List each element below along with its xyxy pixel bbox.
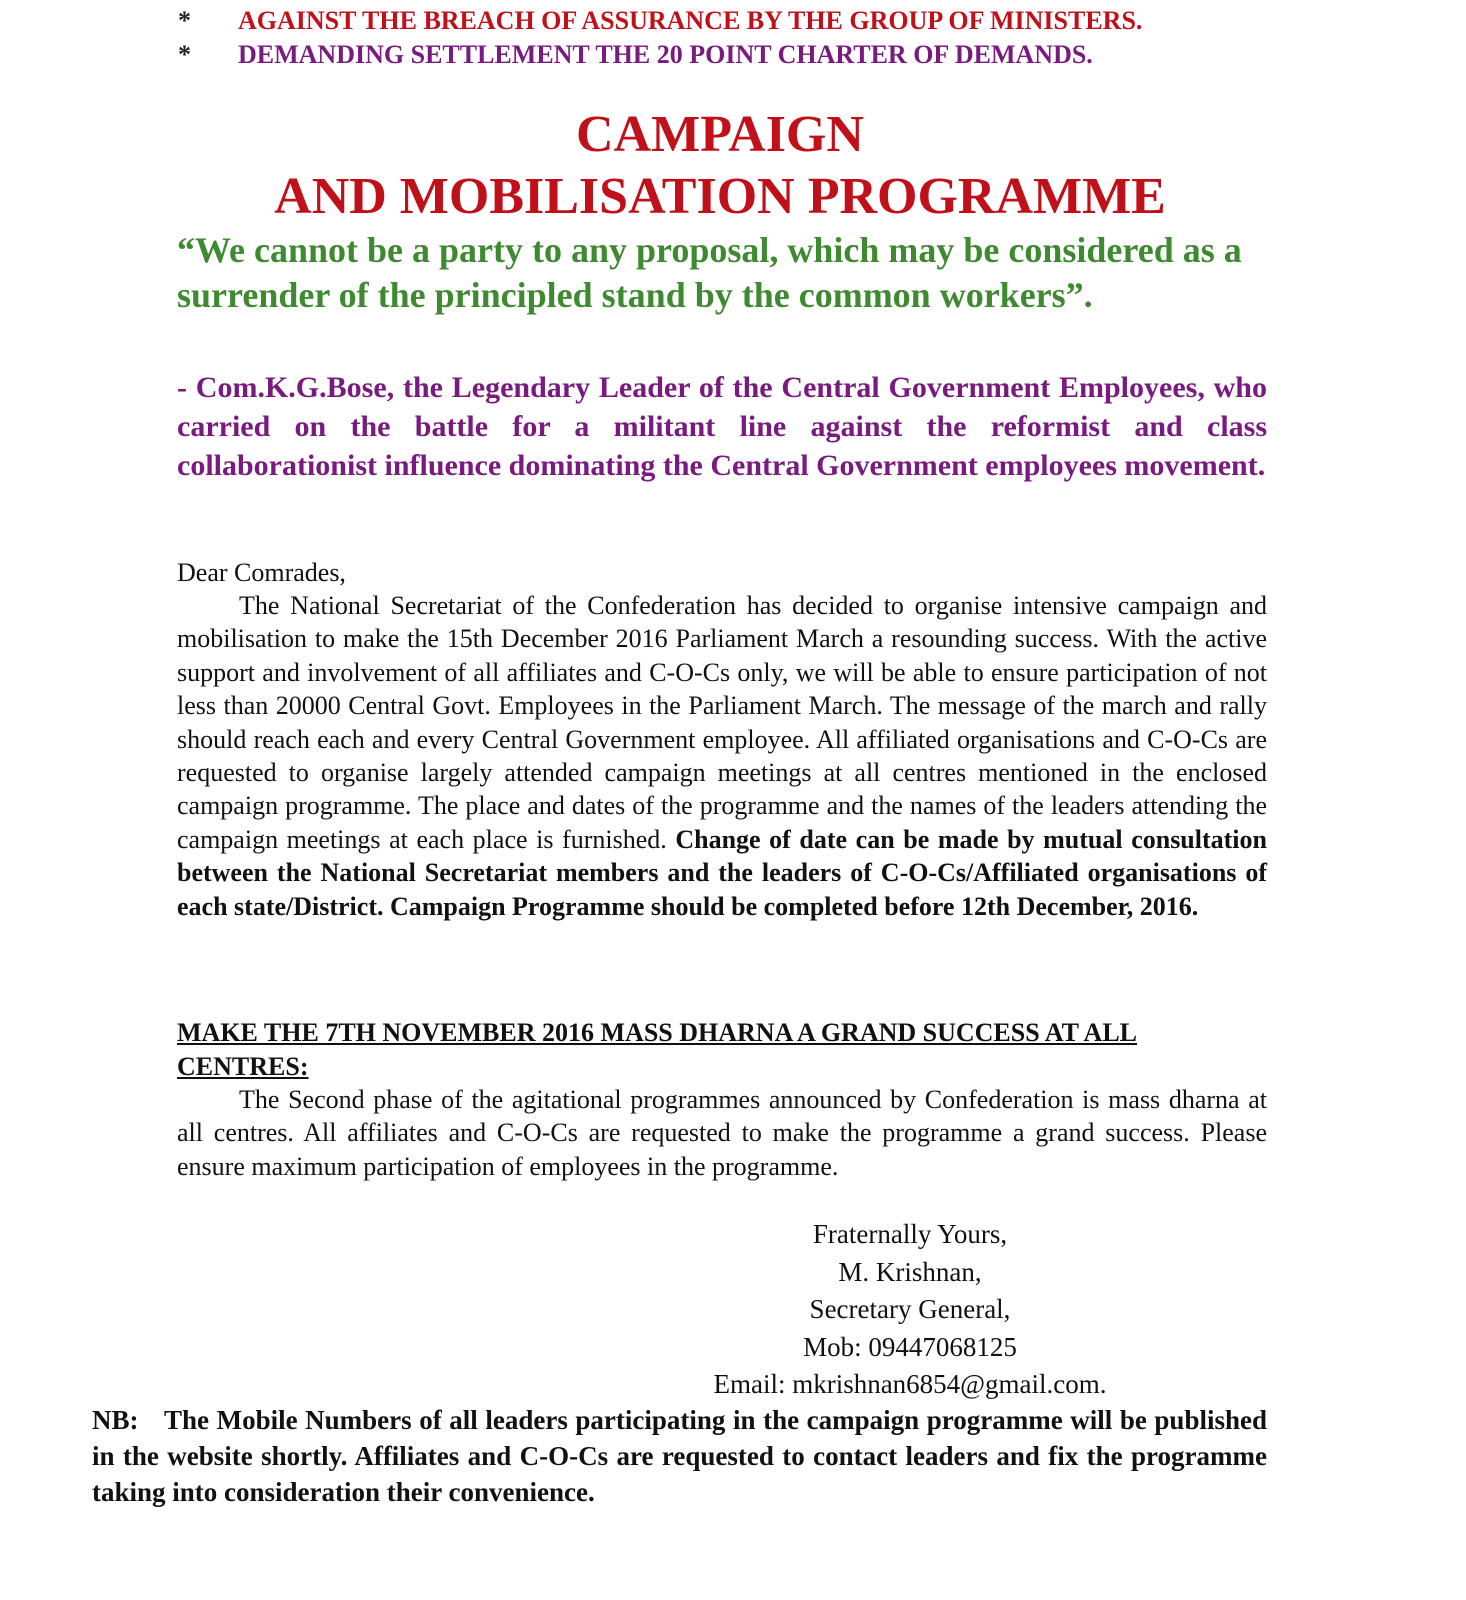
letter-paragraph-2: [177, 1083, 1267, 1183]
signature-email: Email: mkrishnan6854@gmail.com.: [713, 1369, 1107, 1399]
quote-attribution: - Com.K.G.Bose, the Legendary Leader of the Central Government Employees, who carried on the battle for a militant line against the reformist and class collaborationist influence dominating the Central Government employees movement.: [177, 371, 1267, 482]
nb-label: NB:: [92, 1405, 139, 1435]
paragraph-1-bold-text: Change of date can be made by mutual consultation between the National Secretariat members and the leaders of C-O-Cs/Affiliated organisations of each state/District. Campaign Programme should be completed before 12th December, 2016.: [177, 824, 1267, 921]
signature-closing: Fraternally Yours,: [812, 1219, 1008, 1249]
paragraph-1-text: The National Secretariat of the Confederation has decided to organise intensive campaign and mobilisation to make the 15th December 2016 Parliament March a resounding success. With the active support and involvement of all affiliates and C-O-Cs only, we will be able to ensure participation of not less than 20000 Central Govt. Employees in the Parliament March. The message of the march and rally should reach each and every Central Government employee. All affiliated organisations and C-O-Cs are requested to organise largely attended campaign meetings at all centres mentioned in the enclosed campaign programme. The place and dates of the programme and the names of the leaders attending the campaign meetings at each place is furnished.: [177, 591, 1267, 854]
nota-bene: [92, 1402, 1267, 1510]
bullet-marker: *: [178, 40, 191, 69]
page-title-line-2: AND MOBILISATION PROGRAMME: [274, 168, 1166, 225]
quote: “We cannot be a party to any proposal, which may be considered as a surrender of the principled stand by the common workers”.: [177, 230, 1242, 315]
demand-bullet-1: [178, 4, 1142, 38]
signature-designation: Secretary General,: [809, 1294, 1011, 1324]
signature-mobile: Mob: 09447068125: [803, 1331, 1017, 1362]
dharna-heading: MAKE THE 7TH NOVEMBER 2016 MASS DHARNA A GRAND SUCCESS AT ALL CENTRES:: [177, 1018, 1138, 1081]
salutation: Dear Comrades,: [177, 558, 346, 587]
signature-block: [680, 1216, 1140, 1404]
demand-bullet-2: [178, 38, 1093, 72]
bullet-text: DEMANDING SETTLEMENT THE 20 POINT CHARTER OF DEMANDS.: [238, 40, 1093, 69]
paragraph-2-text: The Second phase of the agitational programmes announced by Confederation is mass dharna at all centres. All affiliates and C-O-Cs are requested to make the programme a grand success. Please ensure maximum participation of employees in the programme.: [177, 1085, 1267, 1181]
letter-paragraph-1: [177, 589, 1267, 923]
page-title-line-1: CAMPAIGN: [576, 106, 864, 163]
signature-name: M. Krishnan,: [838, 1256, 982, 1287]
bullet-marker: *: [178, 6, 191, 35]
nb-text: The Mobile Numbers of all leaders participating in the campaign programme will be published in the website shortly. Affiliates and C-O-Cs are requested to contact leaders and fix the programme taking into consideration their convenience.: [92, 1405, 1267, 1507]
bullet-text: AGAINST THE BREACH OF ASSURANCE BY THE GROUP OF MINISTERS.: [238, 6, 1143, 35]
